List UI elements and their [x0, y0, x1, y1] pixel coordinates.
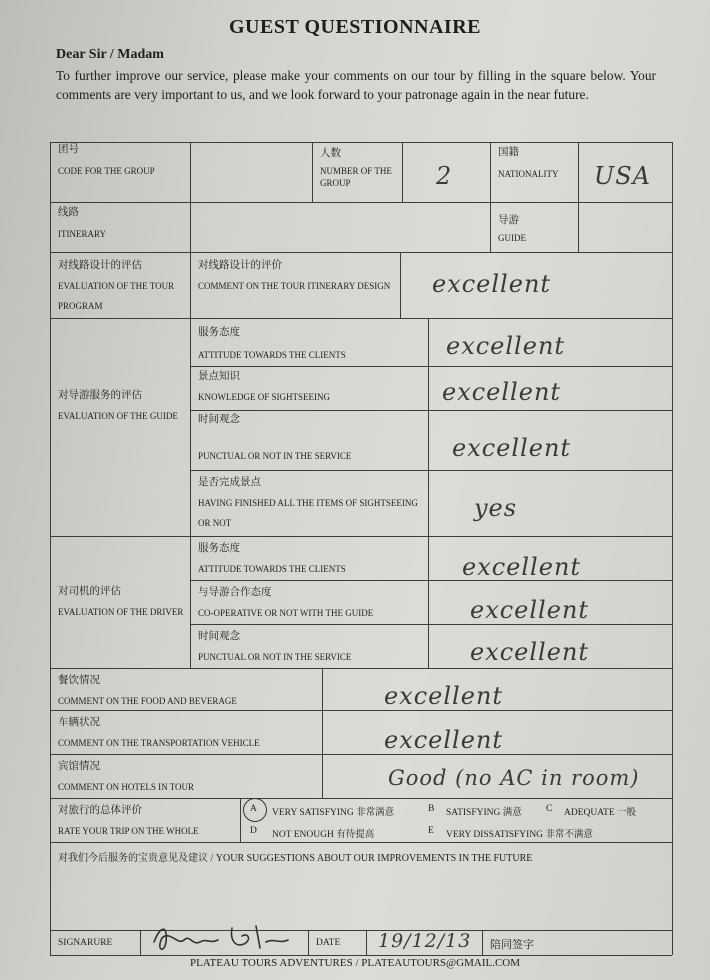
driver-eval-label-zh: 对司机的评估 — [58, 586, 121, 597]
col-divider — [366, 930, 367, 955]
row-divider — [50, 536, 672, 537]
program-label — [58, 256, 184, 316]
guide-item-label — [198, 322, 424, 366]
driver-punctual-value[interactable]: excellent — [470, 638, 590, 666]
col-divider — [140, 930, 141, 955]
itinerary-field[interactable] — [192, 204, 488, 250]
program-label-zh: 对线路设计的评估 — [58, 260, 142, 271]
driver-item-label-zh: 与导游合作态度 — [198, 587, 272, 598]
row-divider — [50, 754, 672, 755]
row-divider — [190, 470, 672, 471]
nationality-label — [498, 146, 559, 181]
guide-item-label — [198, 367, 424, 407]
comment-hotel-label — [58, 757, 320, 797]
itinerary-label-zh: 线路 — [58, 207, 79, 218]
driver-item-label — [198, 583, 424, 623]
group-number-label-en: NUMBER OF THE GROUP — [320, 166, 392, 188]
col-divider — [402, 142, 403, 202]
row-divider — [50, 318, 672, 319]
guide-label-en: GUIDE — [498, 233, 526, 243]
rating-label-zh: 对旅行的总体评价 — [58, 805, 142, 816]
comment-food-label — [58, 671, 320, 711]
guide-finished-value[interactable]: yes — [474, 494, 518, 522]
row-divider — [50, 798, 672, 799]
page-title: GUEST QUESTIONNAIRE — [229, 16, 481, 38]
row-divider — [50, 668, 672, 669]
rating-option-d-key[interactable]: D — [250, 826, 257, 836]
guide-item-label-en: PUNCTUAL OR NOT IN THE SERVICE — [198, 451, 352, 461]
rating-option-c[interactable]: ADEQUATE 一般 — [564, 808, 637, 818]
escort-signature-field[interactable] — [550, 932, 670, 954]
rating-option-a-key[interactable]: A — [250, 804, 257, 814]
program-label-en: EVALUATION OF THE TOUR PROGRAM — [58, 281, 175, 311]
rating-option-e[interactable]: VERY DISSATISFYING 非常不满意 — [446, 830, 593, 840]
guide-item-label — [198, 473, 420, 533]
rating-label-en: RATE YOUR TRIP ON THE WHOLE — [58, 826, 199, 836]
col-divider — [428, 536, 429, 668]
guide-item-label-zh: 是否完成景点 — [198, 477, 261, 488]
nationality-label-en: NATIONALITY — [498, 169, 559, 179]
rating-option-d[interactable]: NOT ENOUGH 有待提高 — [272, 830, 375, 840]
intro-text: To further improve our service, please make your comments on our tour by filling in the square below. Your comments are very important to us, and we look forward to your patronage again in the near future. — [56, 68, 656, 102]
group-code-label-en: CODE FOR THE GROUP — [58, 166, 155, 176]
row-divider — [190, 624, 672, 625]
comment-hotel-label-zh: 宾馆情况 — [58, 761, 100, 772]
row-divider — [190, 410, 672, 411]
driver-item-label-zh: 时间观念 — [198, 631, 240, 642]
comment-food-value[interactable]: excellent — [384, 682, 504, 710]
guide-item-label-en: KNOWLEDGE OF SIGHTSEEING — [198, 392, 330, 402]
driver-item-label-en: CO-OPERATIVE OR NOT WITH THE GUIDE — [198, 608, 374, 618]
driver-cooperative-value[interactable]: excellent — [470, 596, 590, 624]
program-value[interactable]: excellent — [432, 270, 552, 298]
comment-vehicle-label-en: COMMENT ON THE TRANSPORTATION VEHICLE — [58, 738, 260, 748]
group-code-label — [58, 143, 155, 178]
col-divider — [322, 668, 323, 798]
comment-vehicle-value[interactable]: excellent — [384, 726, 504, 754]
driver-item-label-zh: 服务态度 — [198, 543, 240, 554]
escort-signature-label: 陪同签字 — [490, 939, 534, 951]
col-divider — [400, 252, 401, 318]
guide-eval-label-zh: 对导游服务的评估 — [58, 390, 142, 401]
row-divider — [50, 842, 672, 843]
guide-field[interactable] — [580, 204, 670, 250]
col-divider — [308, 930, 309, 955]
date-value[interactable]: 19/12/13 — [378, 930, 472, 952]
guide-attitude-value[interactable]: excellent — [446, 332, 566, 360]
signature-scribble[interactable] — [148, 920, 298, 956]
driver-item-label-en: ATTITUDE TOWARDS THE CLIENTS — [198, 564, 346, 574]
guide-item-label-zh: 时间观念 — [198, 414, 240, 425]
comment-food-label-zh: 餐饮情况 — [58, 675, 100, 686]
group-number-label-zh: 人数 — [320, 148, 341, 159]
table-border-left — [50, 142, 51, 955]
guide-eval-label-en: EVALUATION OF THE GUIDE — [58, 411, 178, 421]
group-code-field[interactable] — [192, 146, 310, 200]
driver-attitude-value[interactable]: excellent — [462, 553, 582, 581]
driver-item-label — [198, 627, 424, 667]
col-divider — [490, 142, 491, 252]
footer-contact: PLATEAU TOURS ADVENTURES / PLATEAUTOURS@GMAIL.COM — [189, 957, 521, 969]
guide-punctual-value[interactable]: excellent — [452, 434, 572, 462]
suggestions-label: 对我们今后服务的宝贵意见及建议 / YOUR SUGGESTIONS ABOUT OUR IMPROVEMENTS IN THE FUTURE — [58, 853, 533, 864]
rating-option-b-key[interactable]: B — [428, 804, 435, 814]
rating-option-b[interactable]: SATISFYING 满意 — [446, 808, 522, 818]
program-item-label-en: COMMENT ON THE TOUR ITINERARY DESIGN — [198, 281, 391, 291]
driver-item-label-en: PUNCTUAL OR NOT IN THE SERVICE — [198, 652, 352, 662]
group-number-value[interactable]: 2 — [436, 162, 453, 190]
col-divider — [190, 142, 191, 668]
row-divider — [190, 580, 672, 581]
comment-vehicle-label-zh: 车辆状况 — [58, 717, 100, 728]
guide-eval-label — [58, 386, 184, 426]
guide-knowledge-value[interactable]: excellent — [442, 378, 562, 406]
group-code-label-zh: 团号 — [58, 144, 79, 155]
table-border-right — [672, 142, 673, 955]
rating-option-c-key[interactable]: C — [546, 804, 553, 814]
row-divider — [50, 252, 672, 253]
guide-item-label — [198, 413, 424, 463]
group-number-label — [320, 143, 400, 189]
guide-item-label-zh: 服务态度 — [198, 327, 240, 338]
col-divider — [240, 798, 241, 842]
guide-item-label-en: ATTITUDE TOWARDS THE CLIENTS — [198, 350, 346, 360]
date-label: DATE — [316, 938, 341, 948]
rating-option-a[interactable]: VERY SATISFYING 非常满意 — [272, 808, 395, 818]
comment-hotel-value[interactable]: Good (no AC in room) — [388, 766, 640, 790]
col-divider — [482, 930, 483, 955]
row-divider — [50, 930, 672, 931]
driver-item-label — [198, 539, 424, 579]
driver-eval-label-en: EVALUATION OF THE DRIVER — [58, 607, 184, 617]
rating-label — [58, 801, 238, 841]
nationality-value[interactable]: USA — [594, 162, 651, 190]
guide-label — [498, 214, 526, 245]
comment-hotel-label-en: COMMENT ON HOTELS IN TOUR — [58, 782, 195, 792]
salutation: Dear Sir / Madam — [56, 47, 164, 62]
comment-vehicle-label — [58, 713, 320, 753]
driver-eval-label — [58, 582, 184, 622]
guide-label-zh: 导游 — [498, 215, 519, 226]
col-divider — [578, 142, 579, 252]
comment-food-label-en: COMMENT ON THE FOOD AND BEVERAGE — [58, 696, 237, 706]
col-divider — [312, 142, 313, 202]
signature-label: SIGNARURE — [58, 938, 113, 948]
table-border-bottom — [50, 955, 672, 956]
program-item-label-zh: 对线路设计的评价 — [198, 260, 282, 271]
itinerary-label-en: ITINERARY — [58, 229, 106, 239]
guide-item-label-en: HAVING FINISHED ALL THE ITEMS OF SIGHTSEEING OR NOT — [198, 498, 418, 528]
rating-option-e-key[interactable]: E — [428, 826, 434, 836]
nationality-label-zh: 国籍 — [498, 147, 519, 158]
itinerary-label — [58, 206, 106, 241]
guide-item-label-zh: 景点知识 — [198, 371, 240, 382]
suggestions-field[interactable] — [52, 866, 670, 928]
col-divider — [428, 318, 429, 536]
program-item-label — [198, 256, 398, 296]
